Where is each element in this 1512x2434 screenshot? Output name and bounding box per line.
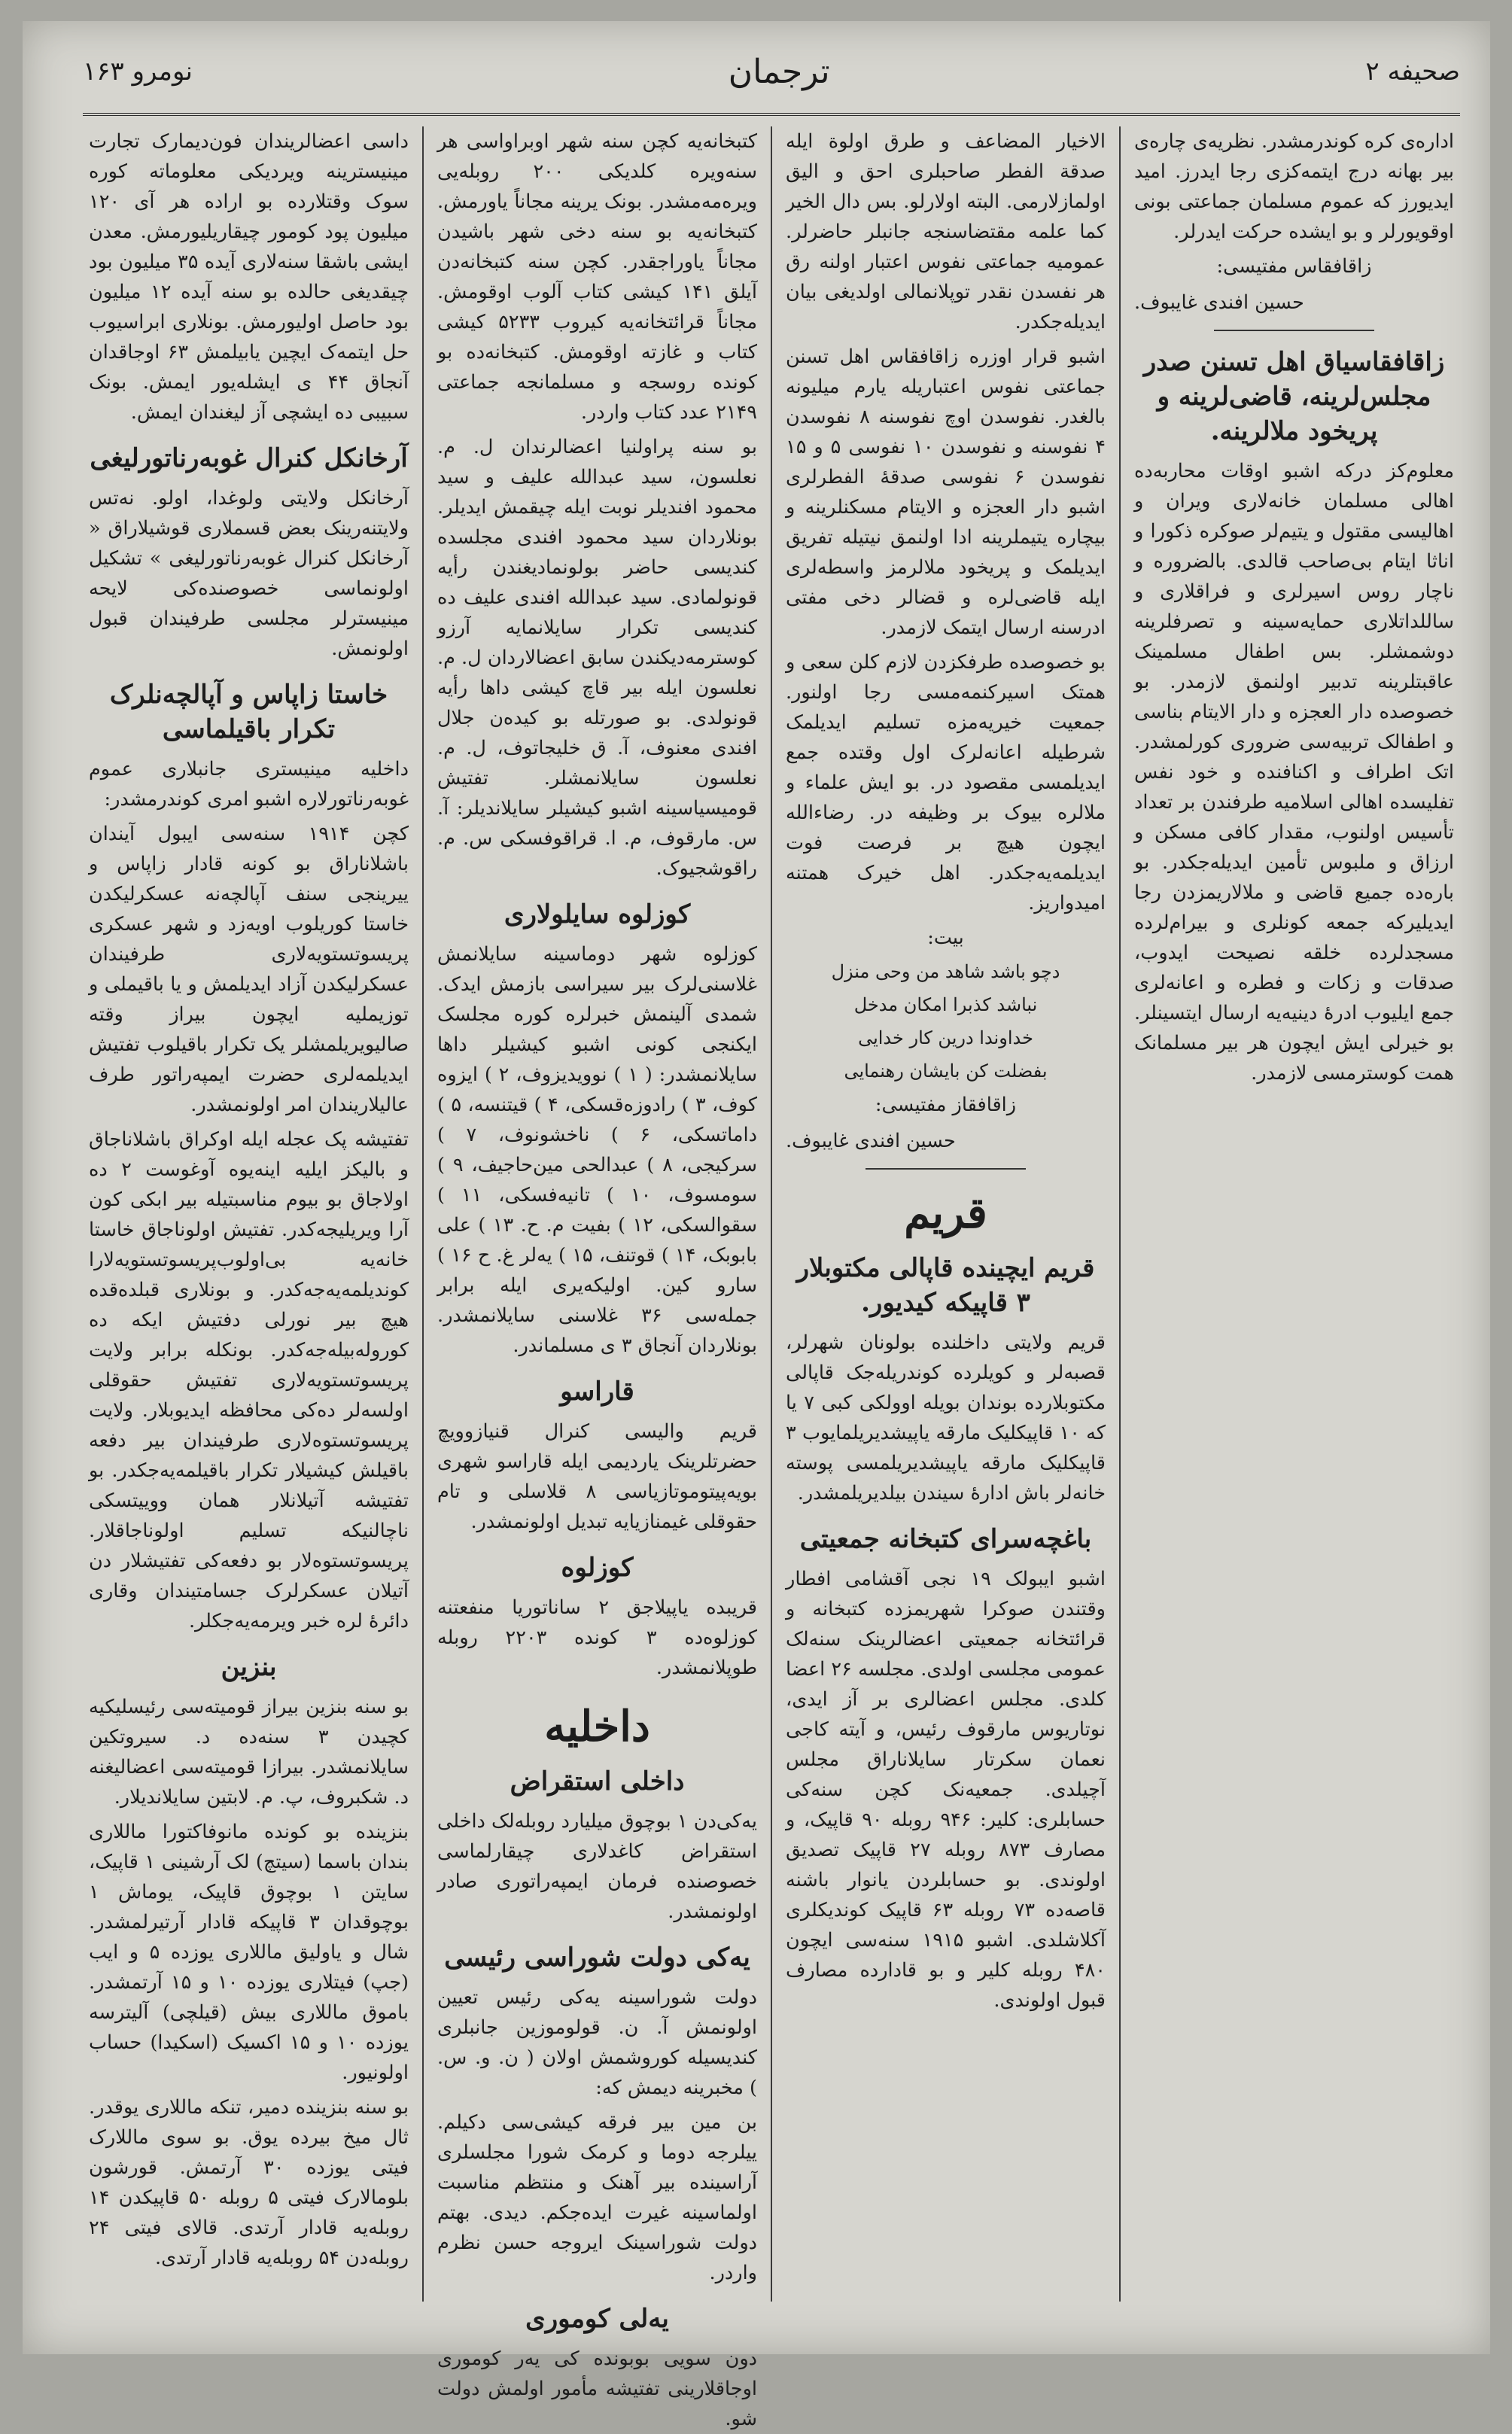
- header-rule: [83, 113, 1460, 116]
- paragraph: بن مین بیر فرقه کیشی‌سی دکیلم. ییلرجه دوما و کرمک شورا مجلسلری آراسینده بیر آهنک و منتظم مناسبت اولماسینه غیرت ایده‌جکم. دیدی. بهتم دولت شوراسینک ایروجه حسن نظرم واردر.: [437, 2111, 757, 2284]
- paragraph: آرخانکل ولایتی ولوغدا، اولو. نه‌تس ولایتنه‌رینک بعض قسملاری قوشیلاراق « آرخانکل کنرال غوبه‌رناتورلیغی » تشکیل اولونماسی خصوصنده‌کی لایحه مینیسترلر مجلسی طرفیندان قبول اولونمش.: [89, 487, 409, 660]
- paragraph: کتبخانه‌یه کچن سنه شهر اوبراواسی هر سنه‌ویره کلدیکی ۲۰۰ روبله‌یی ویره‌مه‌مشدر. بونک یرینه مجاناً یاورمش. کتبخانه‌یه بو سنه دخی شهر باشیدن مجاناً یاوراجقدر. کچن سنه کتبخانه‌دن آیلق ۱۴۱ کیشی کتاب آلوب اوقومش. مجاناً قرائتخانه‌یه کیروب ۵۲۳۳ کیشی کتاب و غازته اوقومش. کتبخانه‌ده بو کونده روسجه و مسلمانجه جماعتی ۲۱۴۹ عدد کتاب واردر.: [437, 130, 758, 424]
- column-1: [1119, 126, 1468, 2302]
- paragraph: قریبده یاپیلاجق ۲ ساناتوریا منفعتنه کوزلوه‌ده ۳ کونده ۲۲۰۳ روبله طوپلانمشدر.: [437, 1596, 757, 1679]
- divider: [866, 1168, 1026, 1170]
- paragraph: داسی اعضالریندان فون‌دیمارک تجارت مینیسترینه ویردیکی معلوماته کوره سوک وقتلارده بو اراده هر آی ۱۲۰ میلیون پود کومور چیقاریلیورمش. معدن ایشی باشقا سنه‌لاری آیده ۳۵ میلیون بود چیقدیغی حالده بو سنه آیده ۱۲ میلیون بود حاصل اولیورمش. بونلاری ابراسیوب حل ایتمه‌ک ایچین یابیلمش ۶۳ اوجاقدان آنجاق ۴۴ ی ایشله‌یور ایمش. بونک سبیبی ده ایشچی آز لیغندان ایمش.: [89, 130, 409, 424]
- paragraph: تفتیشه پک عجله ایله اوکراق باشلاناجاق و بالیکز ایلیه اینه‌یوه آوغوست ۲ ده اولاجاق بو بیوم مناسبتیله بیر ابکی کون آرا ویریلیجه‌کدر. تفتیش اولوناجاق خاستا خانه‌یه بی‌اولوب‌پریسوتستویه‌لارا کوندیلمه‌یه‌جه‌کدر. و بونلاری قبلده‌قده هیچ بیر نورلی دفتیش ایکه ده کوروله‌بیله‌جه‌کدر. بونکله برابر ولایت پریسوتستویه‌لاری تفتیش حقوقلی اولسه‌لر ده‌کی محافظه ایدیوبلار. ولایت پریسوتستوه‌لاری طرفیندان بیر دفعه باقیلش کیشیلار تکرار باقیلمه‌یه‌جکدر. بو تفتیشه آتیلانلار همان وو‌ییتسکی ناچالنیکه تسلیم اولوناجاقلار. پریسوتستوه‌لار بو دفعه‌کی تفتیشلار دن آتیلان عسکرلرک جسامتیندان وقاری دائرهٔ لره خبر ویرمه‌یه‌جکلر.: [89, 1128, 409, 1632]
- paragraph: قریم والیسی کنرال قنیازوویچ حضرتلرینک یاردیمی ایله قاراسو شهری بویه‌پیتوموتازیاسی ۸ قلاسلی و تام حقوقلی غیمنازیایه تبدیل اولونمشدر.: [437, 1420, 757, 1533]
- article-heading: خاستا زاپاس و آپالچه‌نلرک تکرار باقیلماسی: [109, 680, 388, 744]
- paragraph: کچن ۱۹۱۴ سنه‌سی ایبول آیندان باشلاناراق بو کونه قادار زاپاس و ییرینجی سنف آپالچه‌نه عسکرلیکدن خاستا کوریلوب اویه‌زد و شهر عسکری پریسوتستویه‌لاری طرفیندان عسکرلیکدن آزاد ایدیلمش و یا باقیملی و توزیملیه ایچون بیراز وقته صالیویریلمشلر یک تکرار باقیلوب تفتیش ایدیلمه‌لری حضرت ایمپه‌راتور طرف عالیلاریندان امر اولونمشدر.: [89, 823, 409, 1116]
- article-heading: یه‌لی کوموری: [525, 2304, 669, 2334]
- paragraph: داخلیه مینیستری جانبلاری عموم غوبه‌رناتورلاره اشبو امری کوندرمشدر:: [89, 758, 409, 811]
- page-header: [83, 30, 1460, 113]
- paragraph: الاخیار المضاعف و طرق اولوة ایله صدقة الفطر صاحبلری احق و الیق اولمازلارمی. البته اولارلو. بس دال الخیر کما علمه مقتضاسنجه جانبلر حاضرلر. عمومیه جماعتی نفوس اعتبار اولنه رق هر نفسدن نقدر توپلانمالی اولدیغی بیان ایدیله‌جکدر.: [786, 130, 1106, 333]
- column-3: [422, 126, 771, 2430]
- paragraph: بو سنه بنزین بیراز قومیته‌سی رئیسلیکیه کچیدن ۳ سنه‌ده د. سیروتکین سایلانمشدر. بیرازا قومیته‌سی اعضالیغنه د. شکبروف، پ. م. لابتین سایلاندیلار.: [89, 1696, 409, 1809]
- paragraph: اشبو قرار اوزره زاقافقاس اهل تسنن جماعتی نفوس اعتباریله یارم میلیونه بالغدر. نفوسدن اوچ نفوسنه ۸ نفوسدن ۴ نفوسنه و نفوسدن ۱۰ نفوسی ۵ و ۱۵ نفوسدن ۶ نفوسی صدقهٔ الفطرلری اشبو دار العجزه و الایتام مسکنلرینه و بیچاره یتیملرینه ادا اولنمق نیتیله تفریق ایدیلمک و پریخود ملالرمز واسطه‌لری ایله قاضی‌لره و قضالر دخی مفتی ادرسنه ارسال ایتمک لازمدر.: [786, 345, 1106, 639]
- column-4: [75, 126, 422, 2302]
- paragraph: اشبو ایبولک ۱۹ نجی آقشامی افطار وقتندن صوکرا شهریمزده کتبخانه و قرائتخانه جمعیتی اعضالرینک سنه‌لک عمومی مجلسی اولدی. مجلسه ۲۶ اعضا کلدی. مجلس اعضالری بر آز ایدی، نوتاریوس مارقوف رئیس، و آیته کاجی نعمان سکرتار سایلاناراق مجلس آچیلدی. جمعیه‌نک کچن سنه‌کی حسابلری: کلیر: ۹۴۶ روبله ۹۰ قاپیک، و مصارف ۸۷۳ روبله ۲۷ قاپیک تصدیق اولوندی. بو حسابلردن یانوار باشنه قاصه‌ده ۷۳ روبله ۶۳ قاپیک کوندیکلری آکلاشلدی. اشبو ۱۹۱۵ سنه‌سی ایچون ۴۸۰ روبله کلیر و بو قادارده مصارف قبول اولوندی.: [786, 1568, 1106, 2012]
- signature: حسین افندی غایبوف.: [1134, 291, 1304, 314]
- paragraph: بو سنه بنزینده دمیر، تنکه ماللاری یوقدر. ثال میخ بیرده یوق. بو سوی ماللارک فیتی یوزده ۳۰ آرتمش. قورشون بلومالارک فیتی ۵ روبله ۵۰ قاپیکدن ۱۴ روبله‌یه قادار آرتدی. قالای فیتی ۲۴ روبله‌دن ۵۴ روبله‌یه قادار آرتدی.: [89, 2096, 409, 2269]
- paragraph: دون سویی بوبونده کی یه‌ر کوموری اوجاقلارینی تفتیشه مأمور اولمش دولت شو.: [437, 2347, 757, 2430]
- issue-number: نومرو ۱۶۳: [83, 56, 193, 87]
- article-heading: کوزلوه سایلولاری: [503, 899, 691, 929]
- column-2: [771, 126, 1119, 2302]
- article-heading: کوزلوه: [561, 1553, 634, 1583]
- article-heading: داخلی استقراض: [510, 1766, 685, 1797]
- verse-line: خداوندا درین کار خدایی: [858, 1027, 1033, 1048]
- paragraph: بو سنه پراولنیا اعضالرندان ل. م. نعلسون، سید عبدالله علیف و سید محمود افندیلر نوبت ایله چیقمش ایدیلر. بونلاردان سید محمود افندی مجلسده کندیسی حاضر بولونمادیغندن رأیه قونولمادی. سید عبدالله افندی علیف ده کندیسی تکرار سایلانمایه آرزو کوسترمه‌دیکندن سابق اعضالاردان ل. م. نعلسون ایله بیر قاچ کیشی داها رأیه قونولدی. بو صورتله بو کیده‌ن جلال افندی معنوف، آ. ق خلیجاتوف، ل. م. نعلسون سایلانمشلر. تفتیش قومیسیاسینه اشبو کیشیلر سایلاندیلر: آ. س. مارقوف، م. ا. قراقوفسکی س. م. راقوشجیوک.: [437, 436, 757, 880]
- paragraph: دولت شوراسینه یه‌کی رئیس تعیین اولونمش آ. ن. قولوموزین جانبلری کندیسیله کوروشمش اولان ( ن. و. س. ) مخبرینه دیمش که:: [437, 1986, 757, 2099]
- verse-line: نباشد کذبرا امکان مدخل: [853, 994, 1038, 1015]
- newspaper-page: [23, 21, 1490, 2430]
- paragraph: کوزلوه شهر دوماسینه سایلانمش غلاسنی‌لرک بیر سیراسی بازمش ایدک. شمدی آلینمش خبرلره کوره مجلسک ایکنجی کونی اشبو کیشیلر داها سایلانمشدر: ( ۱ ) نوویدیزوف، ۲ ) ایزوه کوف، ۳ ) رادوزه‌قسکی، ۴ ) قیتنسه، ۵ ) داماتسکی، ۶ ) ناخشونوف، ۷ ) سرکیجی، ۸ ) عبدالحی مین‌حاجیف، ۹ ) سومسوف، ۱۰ ) تانیه‌فسکی، ۱۱ ) سقوالسکی، ۱۲ ) بفیت م. ح. ۱۳ ) علی بابوبک، ۱۴ ) قوتنف، ۱۵ ) یه‌لر غ. ح ۱۶ ) سارو کین. اولیکه‌یری ایله برابر جمله‌سی ۳۶ غلاسنی سایلانمشدر. بونلاردان آنجاق ۳ ی مسلماندر.: [437, 943, 758, 1357]
- page-number: صحیفه ۲: [1365, 56, 1460, 87]
- article-heading: یه‌کی دولت شوراسی رئیسی: [444, 1943, 750, 1973]
- verse-label: بیت:: [927, 926, 964, 949]
- paragraph: قریم ولایتی داخلنده بولونان شهرلر، قصبه‌لر و کویلرده کوندریله‌جک قاپالی مکتوبلارده بوندان بویله اوولکی کبی ۷ یا که ۱۰ قاپیکلیک مارقه یاپیشدیریلمایوب ۳ قاپیکلیک مارقه یاپیشدیریلمسی پوسته خانه‌لر باش ادارهٔ سیندن بیلدیریلمشدر.: [786, 1331, 1106, 1505]
- divider: [1214, 330, 1374, 331]
- paragraph: یه‌کی‌دن ۱ بوچوق میلیارد روبله‌لک داخلی استقراض کاغدلاری چیقارلماسی خصوصنده فرمان ایمپه‌راتوری صادر اولونمشدر.: [437, 1810, 757, 1923]
- signature-title: زاقافقاز مفتیسی:: [875, 1094, 1017, 1116]
- columns: [75, 126, 1468, 2430]
- newspaper-title: ترجمان: [728, 52, 830, 91]
- paragraph: بنزینده بو کونده مانوفاکتورا ماللاری بندان باسما (سیتچ) لک آرشینی ۱ قاپیک، سایتن ۱ بوچوق قاپیک، یوماش ۱ بوچوقدان ۳ قاپیکه قادار آرتیرلمشدر. شال و یاولیق ماللاری یوزده ۵ و ایب (جپ) فیتلاری یوزده ۱۰ و ۱۵ آرتمشدر. باموق ماللاری بیش (قیلچی) آلیترسه یوزده ۱۰ و ۱۵ اکسیک (اسکیدا) حساب اولونیور.: [89, 1821, 409, 2084]
- paragraph: اداره‌ی کره کوندرمشدر. نظریه‌ی چاره‌ی بیر بهانه درج ایتمه‌کزی رجا ایدرز. امید ایدیورز که عموم مسلمان جماعتی بونی اوقویورلر و بو ایشده حرکت ایدرلر.: [1134, 130, 1454, 243]
- paragraph: معلوم‌کز درکه اشبو اوقات محاربه‌ده اهالی مسلمان خانه‌لاری ویران و اهالیسی مقتول و یتیم‌لر صوکره ذکورا و اناثا ایتام بی‌صاحب قالدی. بالضروره و ناچار روس اسیرلری و فراقلاری و ساللداتلاری حمایه‌سینه و تصرفلرینه دوشمشلر. بس اطفال مسلمینک عاقبتلرینه تدبیر اولنمق لازمدر. بو خصوصده دار العجزه و دار الایتام بناسی و اطفالک تربیه‌سی ضروری کورلمشدر. اتک اطراف و اکنافنده و خود نفس تفلیسده اهالی اسلامیه طرفندن بر تعداد تأسیس اولنوب، مقدار کافی مسکن و ارزاق و ملبوس تأمین ایدیله‌جکدر. بو باره‌ده جمیع قاضی و ملالاریمزدن رجا ایدیلیرکه جمعه کونلری و بیرام‌لرده مسجدلرده خلقه نصیحت ایدوب، صدقات و زکات و فطره و اعانه‌لری جمع ایلیوب ادرهٔ دینیه‌یه ارسال ایتسینلر. بو خیرلی ایش ایچون هر بیر مسلمانک همت کوسترمسی لازمدر.: [1134, 460, 1454, 1085]
- article-heading: آرخانکل کنرال غوبه‌رناتورلیغی: [90, 443, 408, 473]
- article-heading: قریم ایچینده قاپالی مکتوبلار ۳ قاپیکه کیدیور.: [796, 1253, 1095, 1318]
- article-heading: بنزین: [221, 1652, 277, 1682]
- paragraph: بو خصوصده طرفکزدن لازم کلن سعی و همتک اسیرکنمه‌مسی رجا اولنور. جمعیت خیریه‌مزه تسلیم ایدیلمک شرطیله اعانه‌لرک اول وقتده جمع ایدیلمسی مقصود در. بو ایش علماء و ملالره بیوک بر وظیفه در. رضاءالله ایچون هیچ بر فرصت فوت ایدیلمه‌یه‌جکدر. اهل خیرک همتنه امیدواریز.: [786, 651, 1106, 914]
- article-heading: قاراسو: [560, 1377, 634, 1407]
- verse-line: دچو باشد شاهد من وحی منزل: [831, 961, 1060, 982]
- signature: حسین افندی غایبوف.: [786, 1130, 956, 1152]
- article-heading: باغچه‌سرای کتبخانه جمعیتی: [799, 1524, 1092, 1554]
- signature-title: زاقافقاس مفتیسی:: [1216, 255, 1372, 278]
- section-heading: داخلیه: [544, 1702, 650, 1751]
- article-heading: زاقافقاسیاق اهل تسنن صدر مجلس‌لرینه، قاضی‌لرینه و پریخود ملالرینه.: [1143, 347, 1445, 446]
- verse-line: بفضلت کن بایشان رهنمایی: [844, 1060, 1048, 1082]
- section-heading: قریم: [904, 1188, 987, 1238]
